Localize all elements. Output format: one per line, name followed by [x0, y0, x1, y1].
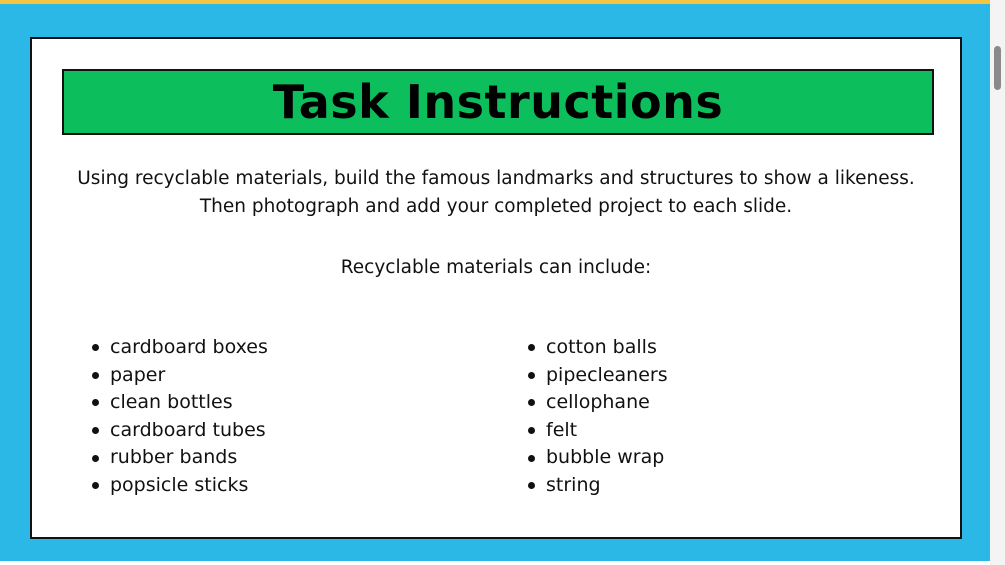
bullet-icon	[528, 372, 535, 379]
list-item: bubble wrap	[528, 444, 668, 472]
list-item: pipecleaners	[528, 362, 668, 390]
slide-card	[30, 37, 962, 539]
bullet-icon	[528, 344, 535, 351]
list-item: cotton balls	[528, 334, 668, 362]
instructions-line-2: Then photograph and add your completed project to each slide.	[199, 196, 793, 217]
page-title: Task Instructions	[272, 75, 724, 129]
materials-list-right	[528, 334, 668, 500]
bullet-icon	[92, 427, 99, 434]
instructions-text	[52, 165, 940, 221]
list-item: rubber bands	[92, 444, 268, 472]
list-item: clean bottles	[92, 389, 268, 417]
materials-list-left	[92, 334, 268, 500]
vertical-scrollbar[interactable]	[990, 0, 1005, 565]
bullet-icon	[528, 482, 535, 489]
list-item: popsicle sticks	[92, 472, 268, 500]
list-item: paper	[92, 362, 268, 390]
bullet-icon	[92, 372, 99, 379]
bullet-icon	[92, 455, 99, 462]
title-banner	[62, 69, 934, 135]
scrollbar-thumb[interactable]	[994, 46, 1001, 90]
instructions-line-1: Using recyclable materials, build the famous landmarks and structures to show a likeness.	[77, 168, 915, 189]
list-item: cellophane	[528, 389, 668, 417]
bullet-icon	[528, 399, 535, 406]
bullet-icon	[528, 455, 535, 462]
bullet-icon	[92, 344, 99, 351]
list-item: cardboard tubes	[92, 417, 268, 445]
materials-heading: Recyclable materials can include:	[340, 257, 652, 278]
bullet-icon	[92, 399, 99, 406]
list-item: felt	[528, 417, 668, 445]
bullet-icon	[528, 427, 535, 434]
list-item: string	[528, 472, 668, 500]
slide-background	[0, 4, 990, 561]
list-item: cardboard boxes	[92, 334, 268, 362]
bullet-icon	[92, 482, 99, 489]
